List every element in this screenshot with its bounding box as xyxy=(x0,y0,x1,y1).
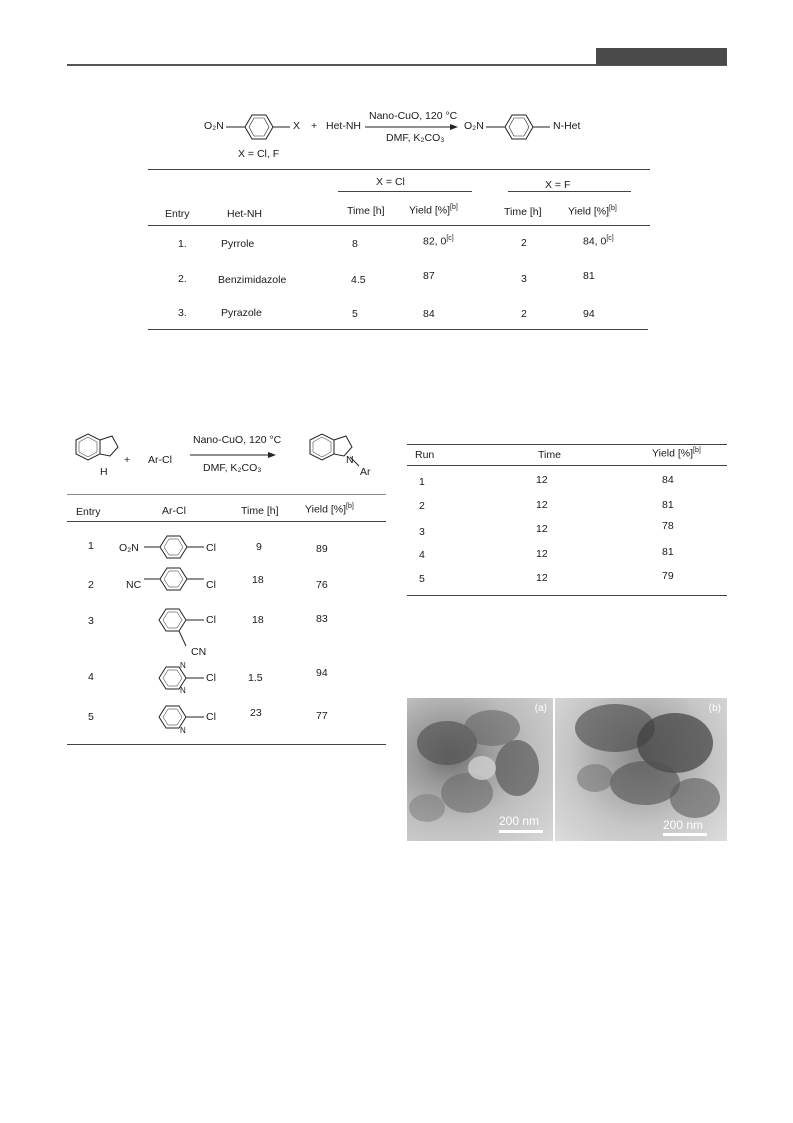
indole-pyrrole xyxy=(100,436,118,456)
table1-group-cl-rule xyxy=(338,191,472,192)
table3-row5-run: 5 xyxy=(419,573,425,585)
table2-header-entry: Entry xyxy=(76,506,101,518)
table1-header-time-f: Time [h] xyxy=(504,206,542,218)
table1-header-entry: Entry xyxy=(165,208,190,220)
scheme1-x-note: X = Cl, F xyxy=(238,148,280,160)
table3-row1-yield: 84 xyxy=(662,474,674,486)
table2-structures xyxy=(116,530,266,745)
scheme1-cond-bottom: DMF, K₂CO₃ xyxy=(386,132,445,144)
table2-row4-yield: 94 xyxy=(316,667,328,679)
tem-scale-b-text: 200 nm xyxy=(663,818,704,832)
table2-row4-time: 1.5 xyxy=(248,672,263,684)
table2-row5-yield: 77 xyxy=(316,710,328,722)
table2-row2-cl: Cl xyxy=(206,579,216,591)
table3-top-rule xyxy=(407,444,727,445)
table1-row3-yield-cl: 84 xyxy=(423,308,435,320)
table2-header-time: Time [h] xyxy=(241,505,279,517)
table2-header-arcl: Ar-Cl xyxy=(162,505,186,517)
table2-bottom-rule xyxy=(67,744,386,745)
scheme1-cond-top: Nano-CuO, 120 °C xyxy=(369,110,458,122)
table3-header-time: Time xyxy=(538,449,561,461)
table2-row1-time: 9 xyxy=(256,541,262,553)
table1-header-het: Het-NH xyxy=(227,208,263,220)
table1-row3-time-cl: 5 xyxy=(352,308,358,320)
product-indole-benzene xyxy=(310,434,334,460)
table2-row5-time: 23 xyxy=(250,707,262,719)
table1-row3-entry: 3. xyxy=(178,307,187,319)
table1-top-rule xyxy=(148,169,650,170)
table1-row3-het: Pyrazole xyxy=(221,307,262,319)
header-accent-bar xyxy=(596,48,727,65)
table3-bottom-rule xyxy=(407,595,727,596)
table1-header-yield-f: Yield [%][b] xyxy=(568,205,617,218)
table1-group-f-rule xyxy=(508,191,631,192)
scheme1 xyxy=(190,100,610,162)
table2-row2-yield: 76 xyxy=(316,579,328,591)
table3-header-run: Run xyxy=(415,449,435,461)
product-indole-pyrrole xyxy=(334,436,352,456)
table3-row1-time: 12 xyxy=(536,474,548,486)
scheme2-plus: + xyxy=(124,454,131,466)
tem-image-a xyxy=(407,698,553,841)
table2-row3-yield: 83 xyxy=(316,613,328,625)
table1-row1-yield-cl: 82, 0[c] xyxy=(423,235,454,248)
tem-scale-a-text: 200 nm xyxy=(499,814,540,828)
table2-header-yield: Yield [%][b] xyxy=(305,503,354,516)
table1-group-f: X = F xyxy=(545,179,571,191)
scheme2-cond-top: Nano-CuO, 120 °C xyxy=(193,434,282,446)
indole-benzene xyxy=(76,434,100,460)
table2-row5-cl: Cl xyxy=(206,711,216,723)
table2-row5-n: N xyxy=(180,726,186,735)
table3-row5-yield: 79 xyxy=(662,570,674,582)
table2-row4-cl: Cl xyxy=(206,672,216,684)
tem-image-b xyxy=(555,698,727,841)
table1-group-cl: X = Cl xyxy=(376,176,405,188)
scheme1-reagent2: Het-NH xyxy=(326,120,362,132)
table3-row5-time: 12 xyxy=(536,572,548,584)
table1-row2-entry: 2. xyxy=(178,273,187,285)
table2-header-rule xyxy=(67,521,386,522)
table1-row3-time-f: 2 xyxy=(521,308,527,320)
table3-row4-run: 4 xyxy=(419,549,425,561)
scheme2-reagent: Ar-Cl xyxy=(148,454,172,466)
table1-row1-yield-f: 84, 0[c] xyxy=(583,235,614,248)
table3-row2-time: 12 xyxy=(536,499,548,511)
table1-bottom-rule xyxy=(148,329,648,330)
table1-header-rule xyxy=(148,225,650,226)
table1-row1-het: Pyrrole xyxy=(221,238,255,250)
scheme1-reagent1-x: X xyxy=(293,120,301,132)
table2-row4-entry: 4 xyxy=(88,671,94,683)
table1-header-time-cl: Time [h] xyxy=(347,205,385,217)
scheme2-product-ar: Ar xyxy=(360,466,371,478)
table3-row3-yield: 78 xyxy=(662,520,674,532)
table1-row2-time-cl: 4.5 xyxy=(351,274,366,286)
table3-header-yield: Yield [%][b] xyxy=(652,447,701,460)
table2-row2-sub: NC xyxy=(126,579,142,591)
table3-row4-yield: 81 xyxy=(662,546,674,558)
table3-row4-time: 12 xyxy=(536,548,548,560)
table2-row1-entry: 1 xyxy=(88,540,94,552)
table3-header-rule xyxy=(407,465,727,466)
table2-row5-entry: 5 xyxy=(88,711,94,723)
tem-panel-b-label: (b) xyxy=(708,703,721,714)
scheme2-product-n: N xyxy=(346,454,354,466)
table3-row3-run: 3 xyxy=(419,526,425,538)
tem-scale-a-bar xyxy=(499,830,543,833)
table2-row3-entry: 3 xyxy=(88,615,94,627)
table2-row1-cl: Cl xyxy=(206,542,216,554)
table3-row2-run: 2 xyxy=(419,500,425,512)
table2-top-rule xyxy=(67,494,386,495)
table1-header-yield-cl: Yield [%][b] xyxy=(409,204,458,217)
table2-row3-cl: Cl xyxy=(206,614,216,626)
table3-row1-run: 1 xyxy=(419,476,425,488)
scheme2-cond-bottom: DMF, K₂CO₃ xyxy=(203,462,262,474)
table2-row3-time: 18 xyxy=(252,614,264,626)
table2-row2-time: 18 xyxy=(252,574,264,586)
tem-scale-b-bar xyxy=(663,833,707,836)
table2-row1-sub: O₂N xyxy=(119,542,139,554)
table1-row2-het: Benzimidazole xyxy=(218,274,287,286)
table1-row3-yield-f: 94 xyxy=(583,308,595,320)
scheme1-product-group: O₂N xyxy=(464,120,484,132)
table2-row1-yield: 89 xyxy=(316,543,328,555)
table1-row1-time-f: 2 xyxy=(521,237,527,249)
scheme1-reagent1-group: O₂N xyxy=(204,120,224,132)
scheme1-product-sub: N-Het xyxy=(553,120,581,132)
table1-row2-yield-f: 81 xyxy=(583,270,595,282)
tem-panel-a-label: (a) xyxy=(534,703,547,714)
table2-row2-entry: 2 xyxy=(88,579,94,591)
table1-row2-time-f: 3 xyxy=(521,273,527,285)
table3-row2-yield: 81 xyxy=(662,499,674,511)
scheme2 xyxy=(62,430,392,485)
table2-row4-n: N xyxy=(180,661,186,670)
table1-row2-yield-cl: 87 xyxy=(423,270,435,282)
table2-row4-n2: N xyxy=(180,686,186,695)
scheme2-indole-h: H xyxy=(100,466,108,478)
table1-row1-entry: 1. xyxy=(178,238,187,250)
table2-row3-cn: CN xyxy=(191,646,207,658)
table3-row3-time: 12 xyxy=(536,523,548,535)
scheme1-plus: + xyxy=(311,120,318,132)
table1-row1-time-cl: 8 xyxy=(352,238,358,250)
